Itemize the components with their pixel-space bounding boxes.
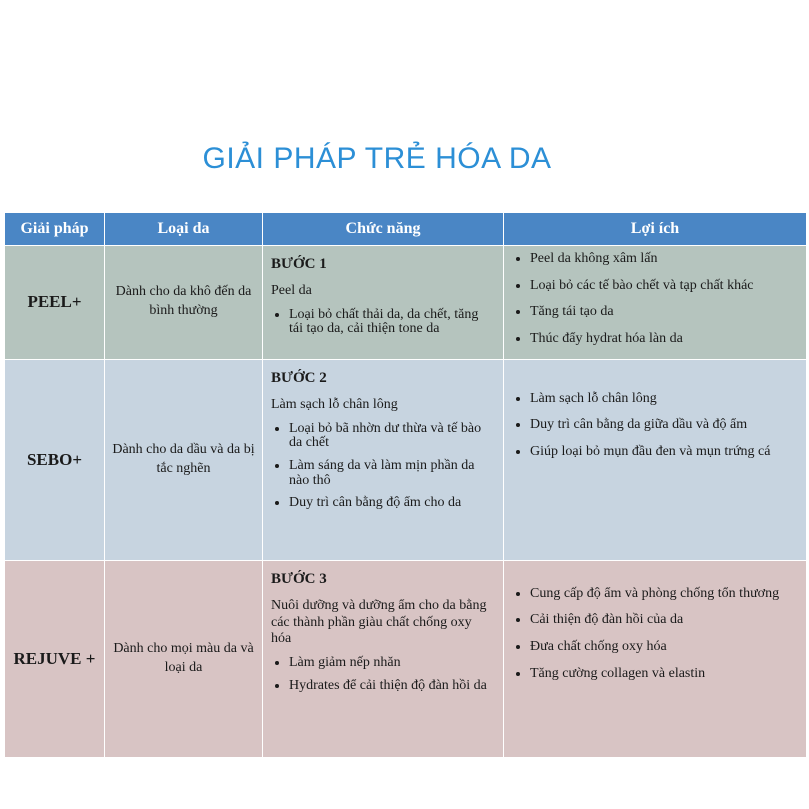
function-list [271,422,495,511]
list-item: • Loại bỏ các tế bào chết và tạp chất khác [530,279,798,294]
list-item: • Thúc đẩy hydrat hóa làn da [530,332,798,347]
list-item: • Tăng tái tạo da [530,305,798,320]
benefit-list [512,587,798,682]
benefit-list [512,392,798,460]
header-function: Chức năng [263,213,504,246]
table-row [5,359,807,560]
benefit-cell [504,560,807,757]
solution-name: SEBO+ [5,359,105,560]
benefit-cell [504,246,807,360]
list-item: • Tăng cường collagen và elastin [530,667,798,682]
list-item: • Làm sạch lỗ chân lông [530,392,798,407]
list-item: • Làm giảm nếp nhăn [289,656,495,671]
function-cell [263,560,504,757]
list-item: • Giúp loại bỏ mụn đầu đen và mụn trứng cá [530,445,798,460]
skin-type: Dành cho da khô đến da bình thường [105,246,263,360]
skin-type: Dành cho da dầu và da bị tắc nghẽn [105,359,263,560]
solution-name: REJUVE + [5,560,105,757]
step-label: BƯỚC 1 [271,256,327,272]
list-item: • Duy trì cân bằng độ ẩm cho da [289,496,495,511]
table-row [5,560,807,757]
page-title: GIẢI PHÁP TRẺ HÓA DA [202,142,552,175]
table-row [5,246,807,360]
list-item: • Cung cấp độ ẩm và phòng chống tổn thương [530,587,798,602]
step-label: BƯỚC 2 [271,369,327,386]
step-description: Nuôi dưỡng và dưỡng ẩm cho da bằng các thành phần giàu chất chống oxy hóa [271,597,487,647]
list-item: • Loại bỏ chất thải da, da chết, tăng tái tạo da, cải thiện tone da [289,308,495,337]
solutions-table [4,212,807,758]
header-benefit: Lợi ích [504,213,807,246]
function-cell [263,359,504,560]
skin-type: Dành cho mọi màu da và loại da [105,560,263,757]
benefit-cell [504,359,807,560]
header-skin-type: Loại da [105,213,263,246]
list-item: • Cải thiện độ đàn hồi của da [530,613,798,628]
header-solution: Giải pháp [5,213,105,246]
benefit-list [512,252,798,347]
list-item: • Làm sáng da và làm mịn phần da nào thô [289,459,495,488]
function-list [271,656,495,693]
table-header-row [5,213,807,246]
step-description: Làm sạch lỗ chân lông [271,396,398,412]
list-item: • Peel da không xâm lấn [530,252,798,267]
list-item: • Hydrates để cải thiện độ đàn hồi da [289,679,495,694]
function-list [271,308,495,337]
solution-name: PEEL+ [5,246,105,360]
list-item: • Đưa chất chống oxy hóa [530,640,798,655]
list-item: • Duy trì cân bằng da giữa dầu và độ ẩm [530,418,798,433]
function-cell [263,246,504,360]
list-item: • Loại bỏ bã nhờn dư thừa và tế bào da chết [289,422,495,451]
step-label: BƯỚC 3 [271,570,327,587]
step-description: Peel da [271,283,312,298]
